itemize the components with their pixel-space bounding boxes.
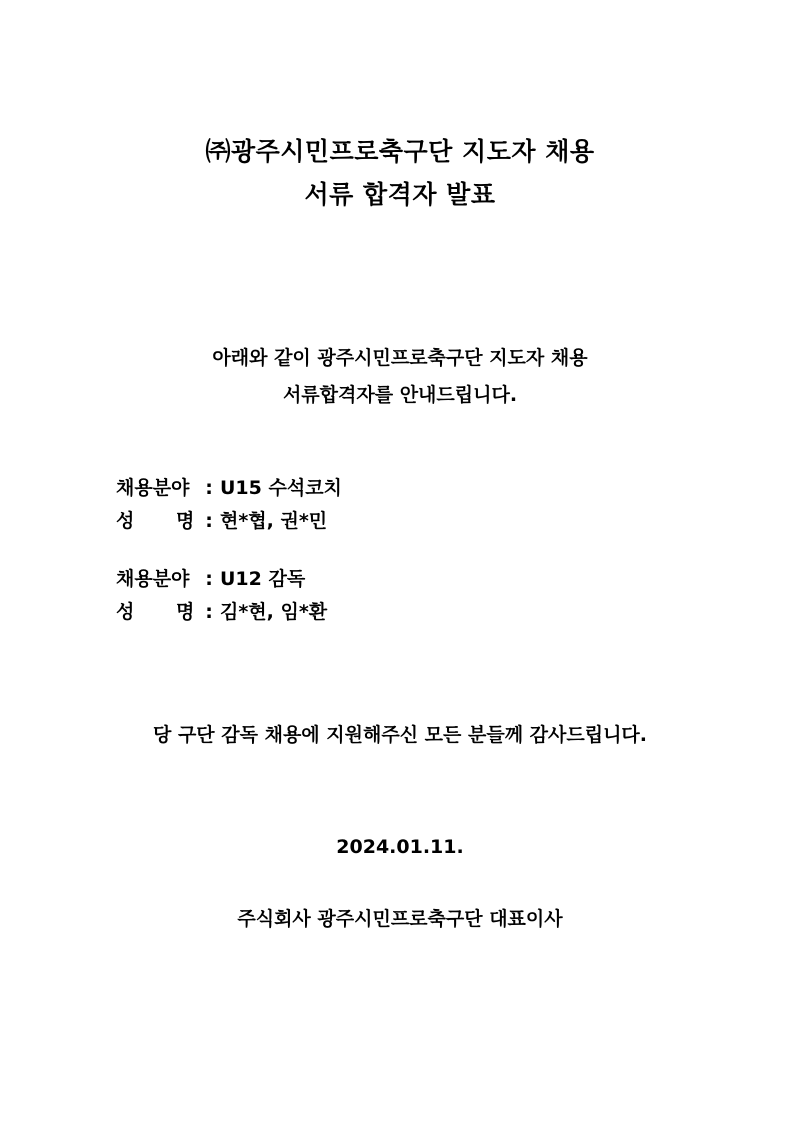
intro-line-2: 서류합격자를 안내드립니다. bbox=[282, 384, 518, 406]
field-label: 채용분야 bbox=[116, 568, 190, 590]
name-label bbox=[116, 507, 198, 535]
name-label-second: 명 bbox=[176, 510, 195, 532]
field-label: 채용분야 bbox=[116, 477, 190, 499]
section-1-name-row bbox=[116, 507, 327, 535]
field-value: U12 감독 bbox=[220, 568, 306, 590]
signature-line: 주식회사 광주시민프로축구단 대표이사 bbox=[237, 908, 563, 930]
name-value: 김*현, 임*환 bbox=[220, 601, 328, 623]
name-label bbox=[116, 598, 198, 626]
name-label-first: 성 bbox=[116, 510, 135, 532]
colon: : bbox=[205, 568, 213, 590]
colon: : bbox=[205, 510, 213, 532]
name-label-first: 성 bbox=[116, 601, 135, 623]
thanks-line: 당 구단 감독 채용에 지원해주신 모든 분들께 감사드립니다. bbox=[152, 724, 648, 746]
intro-line-1: 아래와 같이 광주시민프로축구단 지도자 채용 bbox=[212, 347, 588, 369]
title-line-2: 서류 합격자 발표 bbox=[304, 180, 496, 209]
section-2-field-row bbox=[116, 565, 305, 593]
section-1-field-row bbox=[116, 474, 342, 502]
name-value: 현*협, 권*민 bbox=[220, 510, 328, 532]
title-line-1: ㈜광주시민프로축구단 지도자 채용 bbox=[205, 137, 595, 166]
field-value: U15 수석코치 bbox=[220, 477, 342, 499]
colon: : bbox=[205, 601, 213, 623]
colon: : bbox=[205, 477, 213, 499]
section-2-name-row bbox=[116, 598, 327, 626]
name-label-second: 명 bbox=[176, 601, 195, 623]
date-line: 2024.01.11. bbox=[336, 836, 464, 858]
